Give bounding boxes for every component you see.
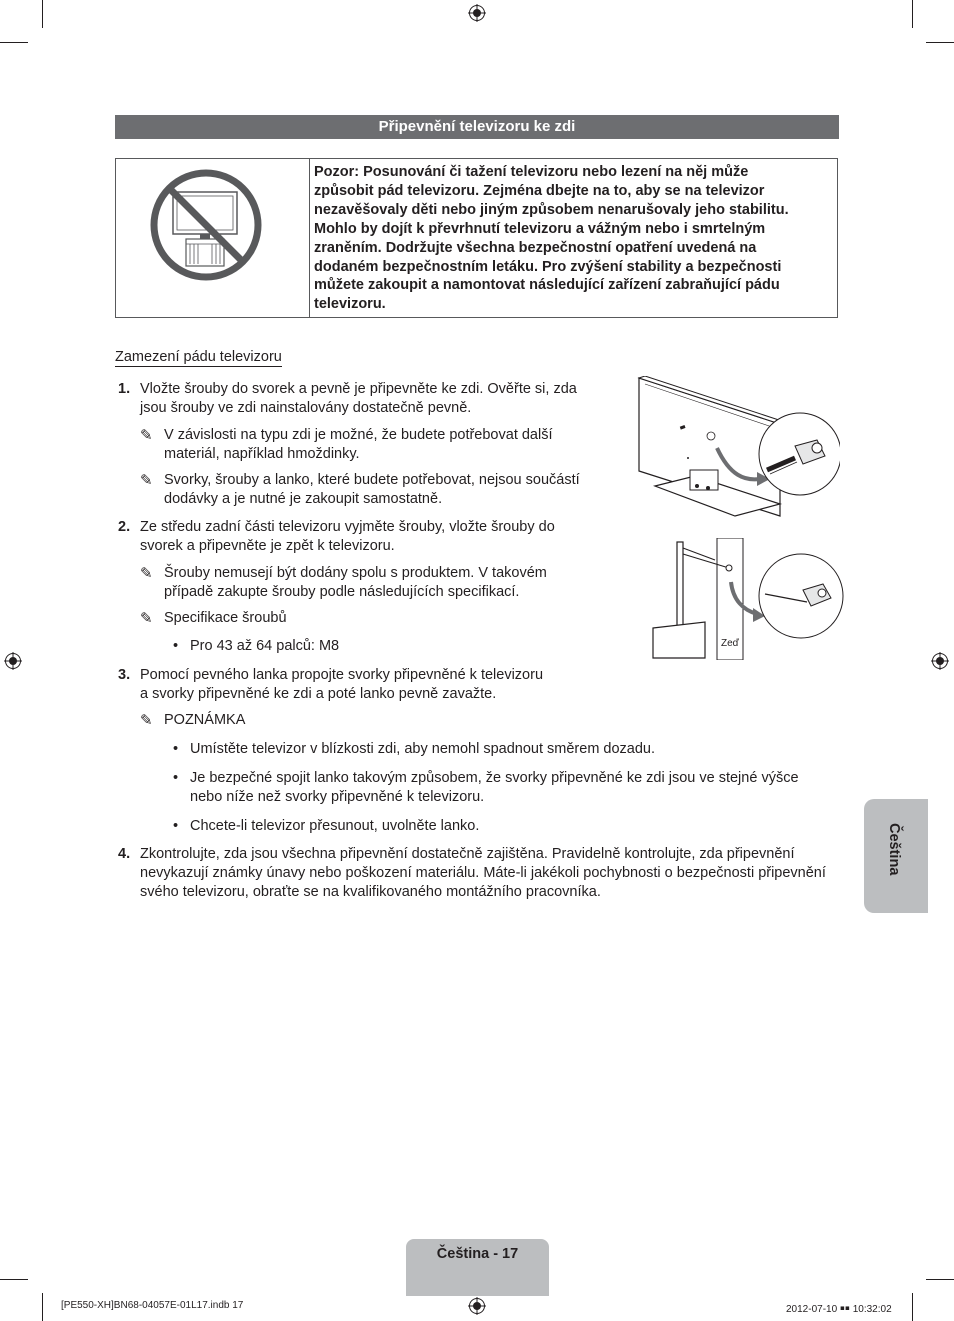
bullet-icon: •: [173, 638, 179, 654]
crop-mark: [42, 0, 43, 28]
bullet-icon: •: [173, 741, 179, 757]
warning-line: způsobit pád televizoru. Zejména dbejte na to, aby se na televizor: [314, 182, 765, 199]
page-title: Připevnění televizoru ke zdi: [115, 115, 839, 139]
tv-back-bracket-illustration: [635, 376, 840, 522]
bullet-icon: •: [173, 818, 179, 834]
step-number: 1.: [118, 381, 131, 397]
step-line: svorek a připevněte je zpět k televizoru.: [140, 538, 395, 554]
crop-mark: [926, 42, 954, 43]
warning-line: dodaném bezpečnostním letáku. Pro zvýšení stability a bezpečnosti: [314, 258, 782, 275]
step-line: nevykazují známky únavy nebo poškození materiálu. Máte-li jakékoli pochybnosti o bezpečnosti připevnění: [140, 865, 826, 881]
note-line: dodávky a je nutné je zakoupit samostatně.: [164, 491, 443, 507]
warning-text: [314, 163, 814, 314]
step-line: Vložte šrouby do svorek a pevně je připevněte ke zdi. Ověřte si, zda: [140, 381, 577, 397]
step-number: 2.: [118, 519, 131, 535]
crop-mark: [926, 1279, 954, 1280]
section-heading: Zamezení pádu televizoru: [115, 349, 282, 365]
note-text: [164, 564, 547, 602]
note-line: materiál, například hmoždinky.: [164, 446, 360, 462]
warning-icon-cell: [116, 159, 310, 317]
note-pencil-icon: ✎: [140, 712, 153, 729]
registration-mark-icon: [468, 4, 486, 22]
bullet-icon: •: [173, 770, 179, 786]
note-line: Svorky, šrouby a lanko, které budete potřebovat, nejsou součástí: [164, 472, 580, 488]
tv-wall-cable-illustration: [645, 538, 845, 660]
page-number-tab: [406, 1239, 549, 1296]
note-text: POZNÁMKA: [164, 712, 246, 728]
step-line: Zkontrolujte, zda jsou všechna připevnění dostatečně zajištěna. Pravidelně kontrolujte, zda připevnění: [140, 846, 795, 862]
footer-file-info: [PE550-XH]BN68-04057E-01L17.indb 17: [61, 1300, 244, 1311]
note-line: případě zakupte šrouby podle následujících specifikací.: [164, 584, 520, 600]
bullet-line: Je bezpečné spojit lanko takovým způsobem, že svorky připevněné ke zdi jsou ve stejné výšce: [190, 770, 799, 786]
warning-line: můžete zakoupit a namontovat následující zařízení zabraňující pádu: [314, 277, 780, 294]
crop-mark: [0, 42, 28, 43]
registration-mark-icon: [468, 1297, 486, 1315]
warning-line: zraněním. Dodržujte všechna bezpečnostní opatření uvedená na: [314, 239, 757, 256]
step-line: Pomocí pevného lanka propojte svorky připevněné k televizoru: [140, 667, 544, 683]
crop-mark: [912, 1293, 913, 1321]
warning-line: Pozor: Posunování či tažení televizoru nebo lezení na něj může: [314, 164, 749, 180]
crop-mark: [912, 0, 913, 28]
registration-mark-icon: [931, 652, 949, 670]
wall-label: Zeď: [721, 638, 739, 649]
warning-box: [115, 158, 838, 318]
step-text: [140, 845, 826, 902]
language-side-tab: [864, 799, 928, 913]
note-text: Specifikace šroubů: [164, 610, 287, 626]
step-line: svého televizoru, obraťte se na kvalifikovaného montážního pracovníka.: [140, 884, 601, 900]
step-line: Ze středu zadní části televizoru vyjměte šrouby, vložte šrouby do: [140, 519, 555, 535]
note-pencil-icon: ✎: [140, 472, 153, 489]
note-text: [164, 471, 580, 509]
step-line: jsou šrouby ve zdi nainstalovány dostatečně pevně.: [140, 400, 472, 416]
bullet-text: Chcete-li televizor přesunout, uvolněte lanko.: [190, 818, 480, 834]
bullet-text: Umístěte televizor v blízkosti zdi, aby nemohl spadnout směrem dozadu.: [190, 741, 656, 757]
language-side-tab-label: Čeština: [886, 823, 902, 876]
no-climbing-tv-icon: [116, 159, 309, 317]
note-pencil-icon: ✎: [140, 427, 153, 444]
step-line: a svorky připevněné ke zdi a poté lanko pevně zavažte.: [140, 686, 497, 702]
warning-line: televizoru.: [314, 296, 386, 313]
step-text: [140, 380, 577, 418]
warning-line: nezavěšovaly děti nebo jiným způsobem nenarušovaly jeho stabilitu.: [314, 201, 789, 218]
note-text: [164, 426, 553, 464]
bullet-text: [190, 769, 799, 807]
note-line: Šrouby nemusejí být dodány spolu s produktem. V takovém: [164, 565, 547, 581]
step-text: [140, 666, 543, 704]
crop-mark: [0, 1279, 28, 1280]
warning-line: Mohlo by dojít k převrhnutí televizoru a vážným nebo i smrtelným: [314, 220, 766, 237]
footer-timestamp: 2012-07-10 ￭￭ 10:32:02: [786, 1304, 892, 1315]
bullet-line: nebo níže než svorky připevněné k televizoru.: [190, 789, 485, 805]
step-number: 3.: [118, 667, 131, 683]
note-line: V závislosti na typu zdi je možné, že budete potřebovat další: [164, 427, 553, 443]
registration-mark-icon: [4, 652, 22, 670]
note-pencil-icon: ✎: [140, 610, 153, 627]
note-pencil-icon: ✎: [140, 565, 153, 582]
step-number: 4.: [118, 846, 131, 862]
page-number: Čeština - 17: [436, 1246, 519, 1262]
bullet-text: Pro 43 až 64 palců: M8: [190, 638, 340, 654]
step-text: [140, 518, 555, 556]
crop-mark: [42, 1293, 43, 1321]
